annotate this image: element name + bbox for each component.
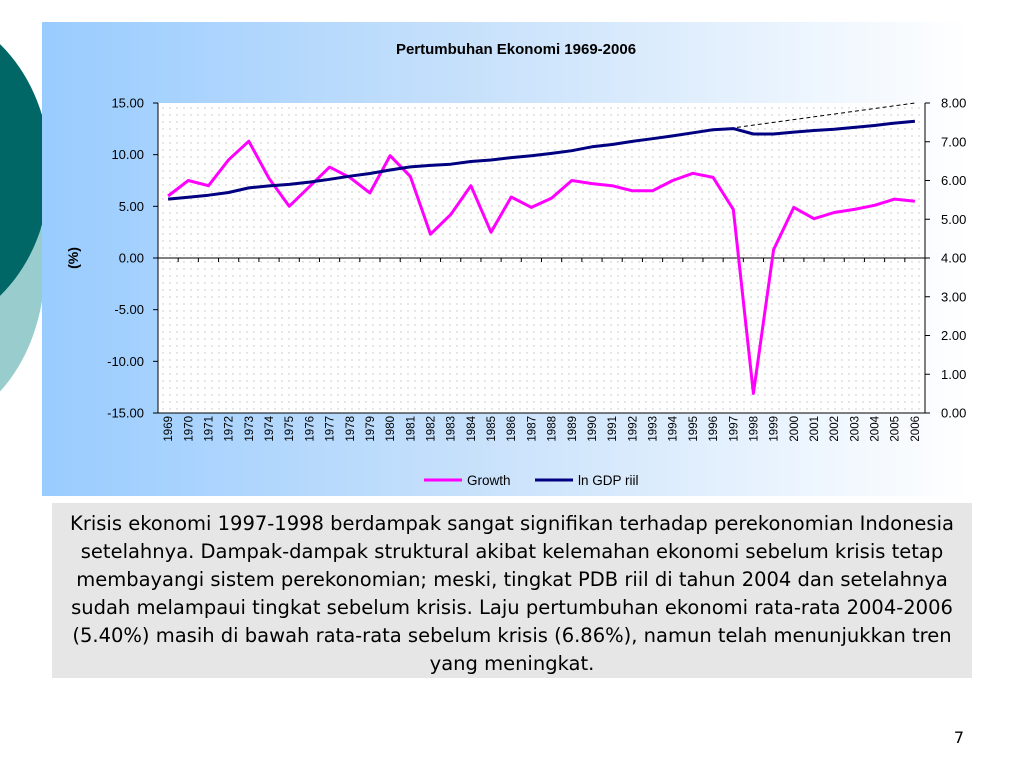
x-tick-label: 2004 xyxy=(869,416,882,442)
x-tick-label: 1970 xyxy=(183,416,196,442)
y2-tick-label: 6.00 xyxy=(941,173,967,188)
x-tick-label: 1987 xyxy=(526,416,539,442)
y2-tick-label: 1.00 xyxy=(941,366,967,382)
x-tick-label: 1998 xyxy=(748,416,761,442)
x-tick-label: 1991 xyxy=(607,416,620,442)
x-tick-label: 1990 xyxy=(586,416,599,442)
x-tick-label: 2005 xyxy=(889,416,902,442)
caption-text: Krisis ekonomi 1997-1998 berdampak sangat signifikan terhadap perekonomian Indonesia setelahnya. Dampak-dampak struktural akibat kelemahan ekonomi sebelum krisis tetap membayangi sistem perekonomian; meski, tingkat PDB riil di tahun 2004 dan setelahnya sudah melampaui tingkat sebelum krisis. Laju pertumbuhan ekonomi rata-rata 2004-2006 (5.40%) masih di bawah rata-rata sebelum krisis (6.86%), namun telah menunjukkan tren yang meningkat. xyxy=(70,512,954,675)
x-tick-label: 1997 xyxy=(728,416,741,442)
growth-chart xyxy=(42,22,972,496)
chart-panel xyxy=(42,22,972,496)
x-tick-label: 1982 xyxy=(425,416,438,442)
x-tick-label: 1978 xyxy=(344,416,357,442)
y2-tick-label: 5.00 xyxy=(941,211,967,227)
y2-tick-label: 7.00 xyxy=(941,134,967,150)
x-tick-label: 1988 xyxy=(546,416,559,442)
y-tick-label: 10.00 xyxy=(111,147,144,163)
x-tick-label: 1983 xyxy=(445,416,458,442)
x-tick-label: 1973 xyxy=(243,416,256,442)
chart-title: Pertumbuhan Ekonomi 1969-2006 xyxy=(395,41,637,58)
x-tick-label: 2001 xyxy=(808,416,821,442)
x-tick-label: 1984 xyxy=(465,416,478,442)
x-tick-label: 1995 xyxy=(687,416,700,442)
x-tick-label: 2003 xyxy=(849,416,862,442)
x-tick-label: 1977 xyxy=(324,416,337,442)
legend-gdp-label: ln GDP riil xyxy=(578,473,639,488)
page-number: 7 xyxy=(953,728,964,747)
x-tick-label: 2002 xyxy=(829,416,842,442)
x-tick-label: 1992 xyxy=(627,416,640,442)
x-tick-label: 2006 xyxy=(909,416,922,442)
y2-tick-label: 3.00 xyxy=(941,289,967,305)
x-tick-label: 1975 xyxy=(284,416,297,442)
y2-tick-label: 4.00 xyxy=(941,250,967,266)
legend-growth-label: Growth xyxy=(467,473,511,488)
x-tick-label: 1999 xyxy=(768,416,781,442)
y-tick-label: 0.00 xyxy=(118,250,144,266)
x-tick-label: 1974 xyxy=(264,416,277,442)
x-tick-label: 1985 xyxy=(486,416,499,442)
y2-tick-label: 2.00 xyxy=(941,328,967,343)
y2-tick-label: 0.00 xyxy=(941,405,967,421)
x-tick-label: 1981 xyxy=(405,416,418,442)
x-tick-label: 1994 xyxy=(667,416,680,442)
y-tick-label: -10.00 xyxy=(107,353,144,369)
x-tick-label: 1972 xyxy=(223,416,236,442)
y-tick-label: 15.00 xyxy=(111,95,144,111)
x-tick-label: 2000 xyxy=(788,416,801,442)
x-tick-label: 1976 xyxy=(304,416,317,442)
y2-tick-label: 8.00 xyxy=(941,95,967,111)
y-tick-label: -15.00 xyxy=(107,405,144,421)
x-tick-label: 1971 xyxy=(203,416,216,442)
x-tick-label: 1979 xyxy=(364,416,377,442)
x-tick-label: 1980 xyxy=(385,416,398,442)
x-tick-label: 1996 xyxy=(708,416,721,442)
y-tick-label: 5.00 xyxy=(118,198,144,214)
x-tick-label: 1993 xyxy=(647,416,660,442)
x-tick-label: 1969 xyxy=(163,416,176,442)
y-tick-label: -5.00 xyxy=(114,302,144,318)
x-tick-label: 1986 xyxy=(506,416,519,442)
y-axis-label: (%) xyxy=(65,247,81,269)
x-tick-label: 1989 xyxy=(566,416,579,442)
